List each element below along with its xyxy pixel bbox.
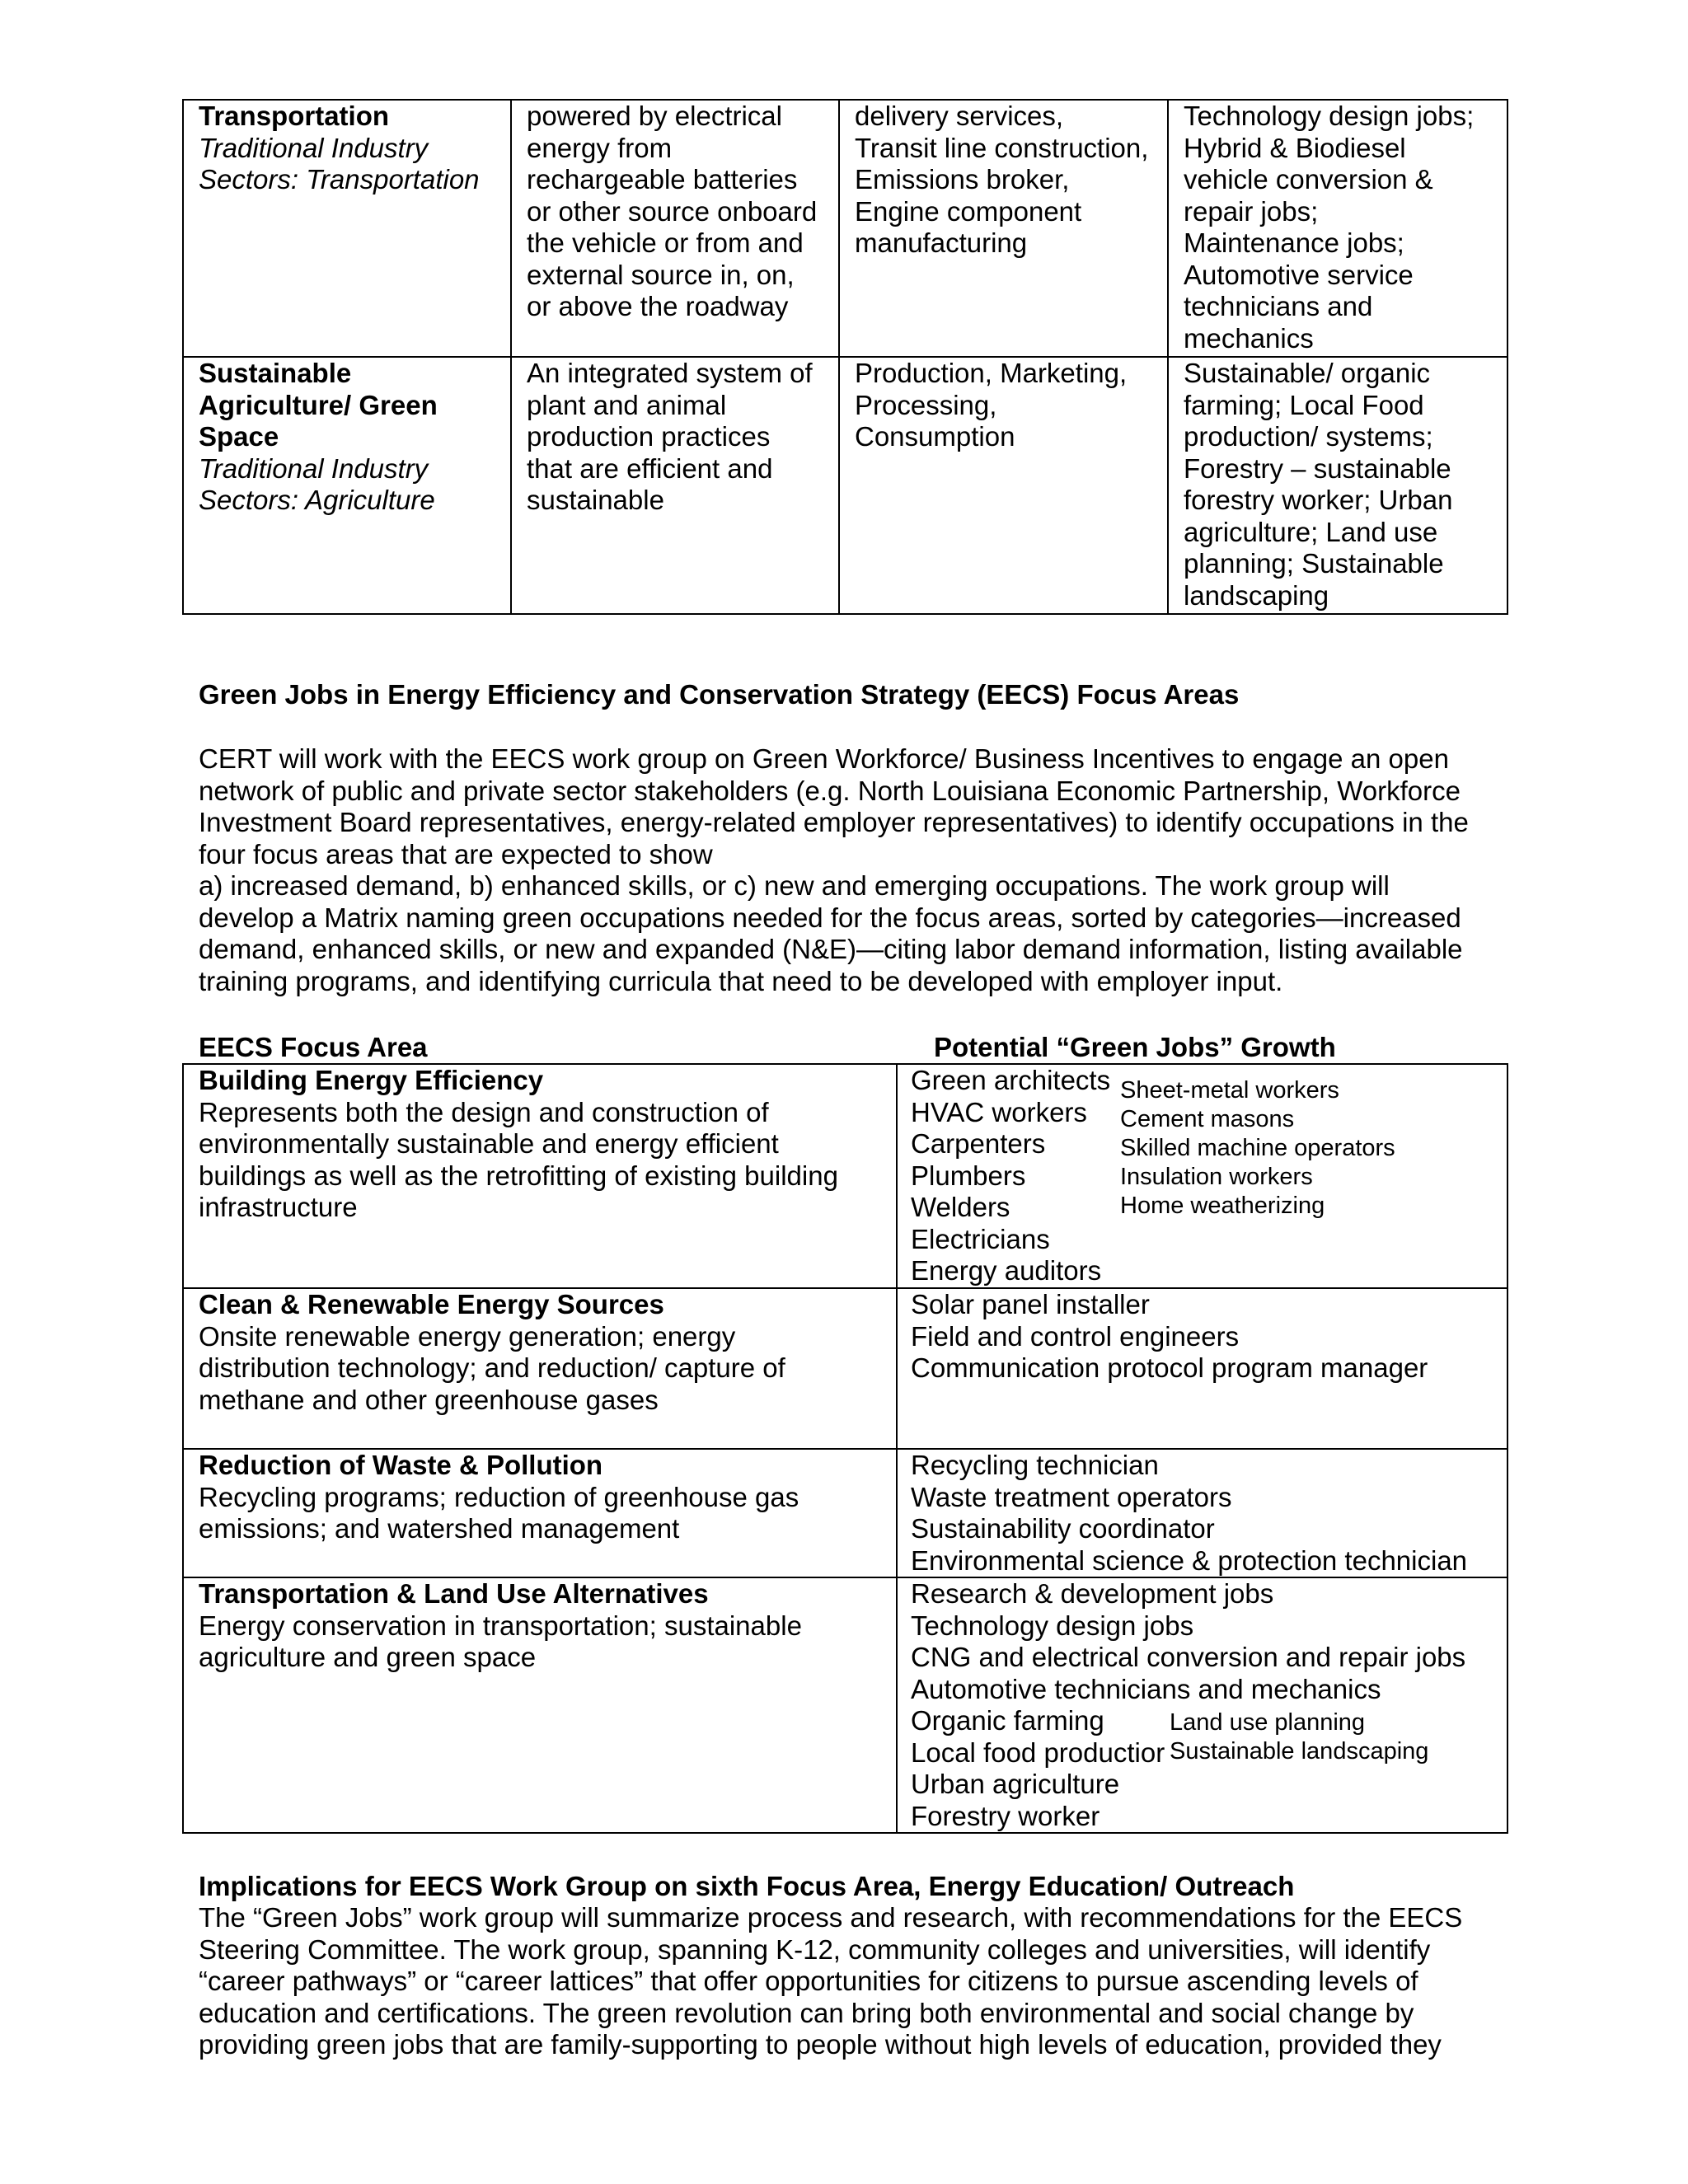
definition-cell: An integrated system of plant and animal production practices that are efficient and sustainable	[511, 357, 839, 614]
table-row	[183, 1064, 1507, 1288]
sector-cell: Transportation Traditional Industry Sectors: Transportation	[183, 100, 511, 357]
section-paragraph: CERT will work with the EECS work group on Green Workforce/ Business Incentives to engage an open network of public and private sector stakeholders (e.g. North Louisiana Economic Partnership, Workforce Investment Board representatives, energy-related employer representatives) to identify occupations in the four focus areas that are expected to show a) increased demand, b) enhanced skills, or c) new and emerging occupations. The work group will develop a Matrix naming green occupations needed for the focus areas, sorted by categories—increased demand, enhanced skills, or new and expanded (N&E)—citing labor demand information, listing available training programs, and identifying curricula that need to be developed with employer input.	[199, 743, 1469, 996]
jobs-growth-cell: Green architects HVAC workers Carpenters Plumbers Welders Electricians Energy auditors Sheet-metal workers Cement masons Skilled machine operators Insulation workers Home weatherizing	[897, 1064, 1507, 1288]
table-row	[183, 1449, 1507, 1577]
jobs-growth-cell: Solar panel installer Field and control engineers Communication protocol program manager	[897, 1288, 1507, 1449]
column-header-jobs-growth: Potential “Green Jobs” Growth	[934, 1032, 1336, 1062]
jobs-growth-cell: Research & development jobs Technology design jobs CNG and electrical conversion and repair jobs Automotive technicians and mechanics Organic farming Local food productior Urban agriculture Forestry worker Land use planning Sustainable landscaping	[897, 1577, 1507, 1833]
focus-area-cell: Transportation & Land Use Alternatives Energy conservation in transportation; sustainable agriculture and green space	[183, 1577, 897, 1833]
jobs-cell: Sustainable/ organic farming; Local Food production/ systems; Forestry – sustainable forestry worker; Urban agriculture; Land use planning; Sustainable landscaping	[1168, 357, 1507, 614]
table-row	[183, 357, 1507, 614]
definition-cell: powered by electrical energy from rechargeable batteries or other source onboard the vehicle or from and external source in, on, or above the roadway	[511, 100, 839, 357]
activities-cell: delivery services, Transit line construction, Emissions broker, Engine component manufacturing	[839, 100, 1168, 357]
section-paragraph: The “Green Jobs” work group will summarize process and research, with recommendations for the EECS Steering Committee. The work group, spanning K-12, community colleges and universities, will identify “career pathways” or “career lattices” that offer opportunities for citizens to pursue ascending levels of education and certifications. The green revolution can bring both environmental and social change by providing green jobs that are family-supporting to people without high levels of education, provided they	[199, 1902, 1463, 2060]
sector-cell: Sustainable Agriculture/ Green Space Traditional Industry Sectors: Agriculture	[183, 357, 511, 614]
table-row	[183, 100, 1507, 357]
sector-title: Transportation	[199, 101, 390, 131]
focus-area-cell: Building Energy Efficiency Represents both the design and construction of environmentally sustainable and energy efficient buildings as well as the retrofitting of existing building infrastructure	[183, 1064, 897, 1288]
jobs-cell: Technology design jobs; Hybrid & Biodiesel vehicle conversion & repair jobs; Maintenance jobs; Automotive service technicians and mechanics	[1168, 100, 1507, 357]
table-row	[183, 1288, 1507, 1449]
focus-area-cell: Reduction of Waste & Pollution Recycling programs; reduction of greenhouse gas emissions; and watershed management	[183, 1449, 897, 1577]
table-row	[183, 1577, 1507, 1833]
sector-table	[182, 99, 1508, 615]
additional-jobs-list: Land use planning Sustainable landscaping	[1170, 1709, 1429, 1765]
section-heading: Implications for EECS Work Group on sixth Focus Area, Energy Education/ Outreach	[199, 1871, 1295, 1901]
section-heading: Green Jobs in Energy Efficiency and Conservation Strategy (EECS) Focus Areas	[199, 679, 1240, 710]
column-header-focus-area: EECS Focus Area	[199, 1032, 428, 1062]
additional-jobs-list: Sheet-metal workers Cement masons Skilled machine operators Insulation workers Home weatherizing	[1120, 1077, 1395, 1219]
focus-area-table	[182, 1063, 1508, 1834]
focus-area-cell: Clean & Renewable Energy Sources Onsite renewable energy generation; energy distribution technology; and reduction/ capture of methane and other greenhouse gases	[183, 1288, 897, 1449]
jobs-growth-cell: Recycling technician Waste treatment operators Sustainability coordinator Environmental science & protection technician	[897, 1449, 1507, 1577]
activities-cell: Production, Marketing, Processing, Consumption	[839, 357, 1168, 614]
